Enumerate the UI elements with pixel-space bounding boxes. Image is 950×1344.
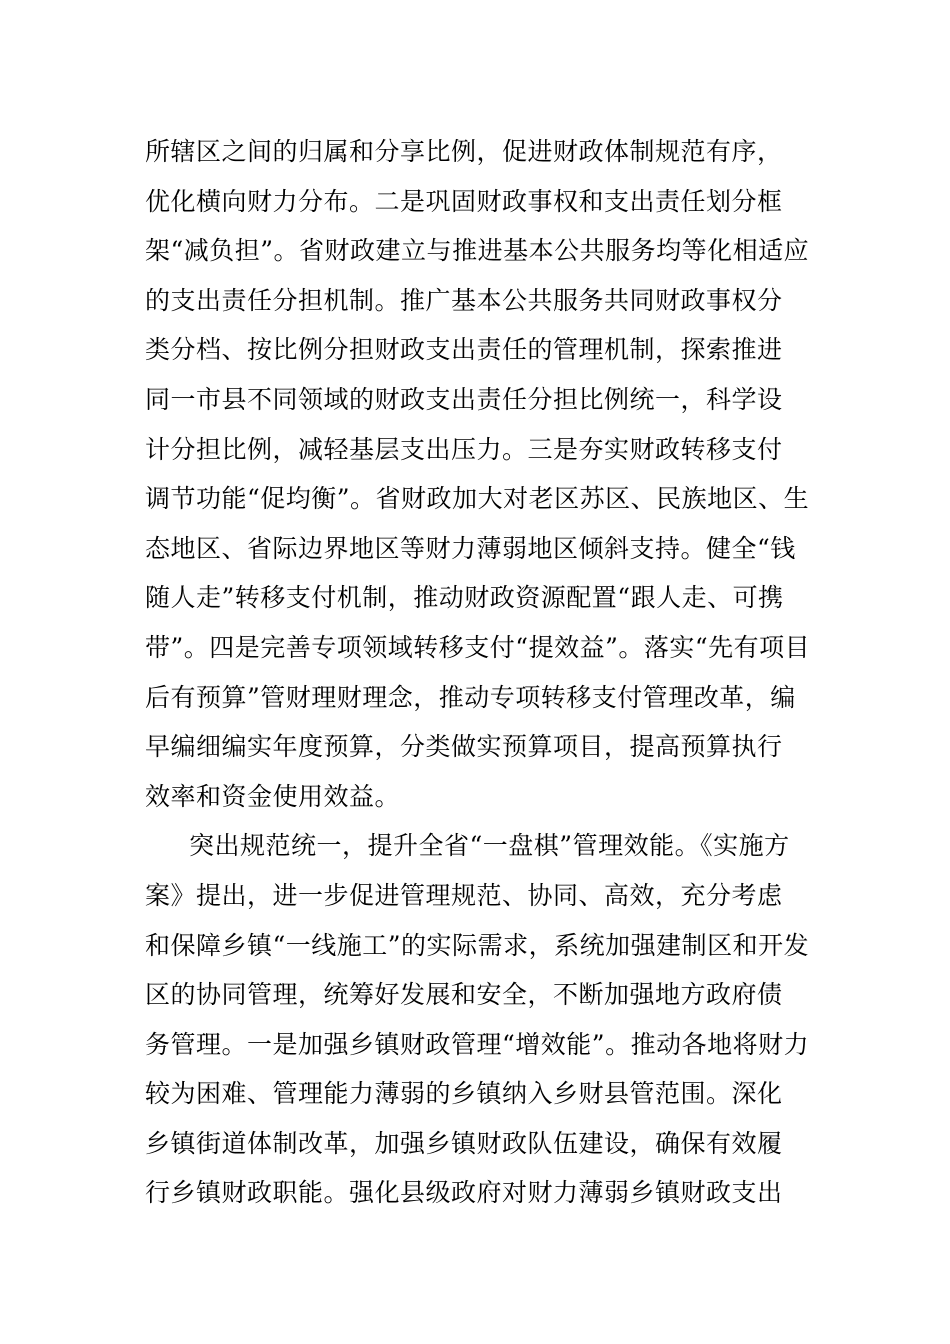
paragraph-line: 类分档、按比例分担财政支出责任的管理机制，探索推进 [145, 335, 783, 365]
paragraph-line: 带”。四是完善专项领域转移支付“提效益”。落实“先有项目 [145, 632, 811, 662]
paragraph-line: 同一市县不同领域的财政支出责任分担比例统一，科学设 [145, 384, 783, 414]
paragraph-line: 较为困难、管理能力薄弱的乡镇纳入乡财县管范围。深化 [145, 1079, 783, 1109]
paragraph-line: 计分担比例，减轻基层支出压力。三是夯实财政转移支付 [145, 434, 783, 464]
paragraph-2 [145, 821, 810, 1218]
paragraph-line: 所辖区之间的归属和分享比例，促进财政体制规范有序， [145, 137, 783, 166]
document-body [145, 127, 811, 1218]
paragraph-line: 调节功能“促均衡”。省财政加大对老区苏区、民族地区、生 [145, 484, 810, 514]
paragraph-line: 行乡镇财政职能。强化县级政府对财力薄弱乡镇财政支出 [145, 1178, 783, 1208]
paragraph-line: 务管理。一是加强乡镇财政管理“增效能”。推动各地将财力 [145, 1029, 810, 1059]
paragraph-line: 效率和资金使用效益。 [145, 781, 401, 811]
paragraph-line: 架“减负担”。省财政建立与推进基本公共服务均等化相适应 [145, 236, 810, 266]
paragraph-line: 早编细编实年度预算，分类做实预算项目，提高预算执行 [145, 732, 783, 762]
paragraph-line: 区的协同管理，统筹好发展和安全，不断加强地方政府债 [145, 980, 783, 1010]
paragraph-line: 优化横向财力分布。二是巩固财政事权和支出责任划分框 [145, 186, 783, 216]
paragraph-line: 案》提出，进一步促进管理规范、协同、高效，充分考虑 [145, 880, 783, 910]
paragraph-line: 和保障乡镇“一线施工”的实际需求，系统加强建制区和开发 [145, 930, 810, 960]
paragraph-line: 态地区、省际边界地区等财力薄弱地区倾斜支持。健全“钱 [145, 533, 796, 563]
paragraph-line: 随人走”转移支付机制，推动财政资源配置“跟人走、可携 [145, 583, 784, 613]
paragraph-line: 的支出责任分担机制。推广基本公共服务共同财政事权分 [145, 285, 783, 315]
paragraph-line: 后有预算”管财理财理念，推动专项转移支付管理改革，编 [145, 682, 796, 712]
paragraph-line: 突出规范统一，提升全省“一盘棋”管理效能。《实施方 [189, 831, 790, 861]
paragraph-line: 乡镇街道体制改革，加强乡镇财政队伍建设，确保有效履 [145, 1128, 783, 1158]
paragraph-1 [145, 127, 811, 821]
